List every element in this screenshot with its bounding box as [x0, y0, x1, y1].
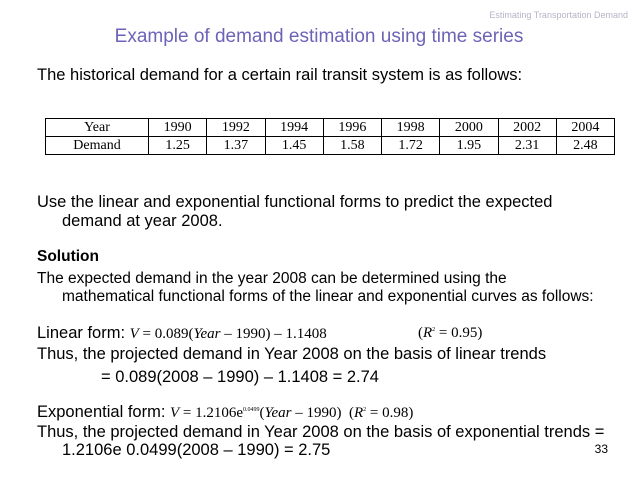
exponential-form-label: Exponential form:: [37, 403, 170, 421]
task-line-1: Use the linear and exponential functional forms to predict the expected: [37, 193, 553, 211]
row-label-year: Year: [46, 119, 149, 137]
year-cell: 1990: [149, 119, 207, 137]
demand-cell: 1.95: [440, 137, 498, 155]
year-cell: 2004: [556, 119, 614, 137]
solution-heading: Solution: [37, 248, 99, 265]
linear-form-label: Linear form:: [37, 324, 130, 342]
demand-cell: 1.45: [265, 137, 323, 155]
demand-cell: 1.37: [207, 137, 265, 155]
linear-projection-text: Thus, the projected demand in Year 2008 on the basis of linear trends: [37, 345, 547, 363]
year-cell: 1992: [207, 119, 265, 137]
demand-table: [45, 118, 615, 155]
demand-cell: 2.48: [556, 137, 614, 155]
year-cell: 2000: [440, 119, 498, 137]
demand-cell: 1.58: [323, 137, 381, 155]
exponential-result: 1.2106e 0.0499(2008 – 1990) = 2.75: [62, 441, 331, 459]
year-row: [46, 119, 615, 137]
task-line-2: demand at year 2008.: [62, 212, 223, 230]
linear-r-squared: $(R^2 = 0.95)$: [418, 325, 483, 341]
solution-line-1: The expected demand in the year 2008 can be determined using the: [37, 270, 507, 287]
exponential-form-line: [37, 403, 413, 422]
linear-form-line: [37, 324, 327, 343]
year-cell: 1996: [323, 119, 381, 137]
slide-title: Example of demand estimation using time series: [114, 26, 524, 47]
page-number: 33: [594, 442, 608, 456]
intro-text: The historical demand for a certain rail transit system is as follows:: [37, 66, 523, 84]
year-cell: 2002: [498, 119, 556, 137]
linear-equation: V = 0.089(Year – 1990) – 1.1408: [129, 326, 327, 342]
year-cell: 1998: [382, 119, 440, 137]
demand-cell: 1.25: [149, 137, 207, 155]
year-cell: 1994: [265, 119, 323, 137]
demand-cell: 1.72: [382, 137, 440, 155]
linear-result: = 0.089(2008 – 1990) – 1.1408 = 2.74: [101, 368, 379, 386]
row-label-demand: Demand: [46, 137, 149, 155]
solution-line-2: mathematical functional forms of the linear and exponential curves as follows:: [62, 288, 594, 305]
demand-row: [46, 137, 615, 155]
demand-cell: 2.31: [498, 137, 556, 155]
exponential-projection-text: Thus, the projected demand in Year 2008 on the basis of exponential trends =: [37, 423, 605, 441]
exponential-equation: $V = 1.2106e^{0.0499}(Year - 1990) (R^2 = 0.98)$: [169, 405, 414, 421]
header-note: Estimating Transportation Demand: [489, 10, 628, 20]
